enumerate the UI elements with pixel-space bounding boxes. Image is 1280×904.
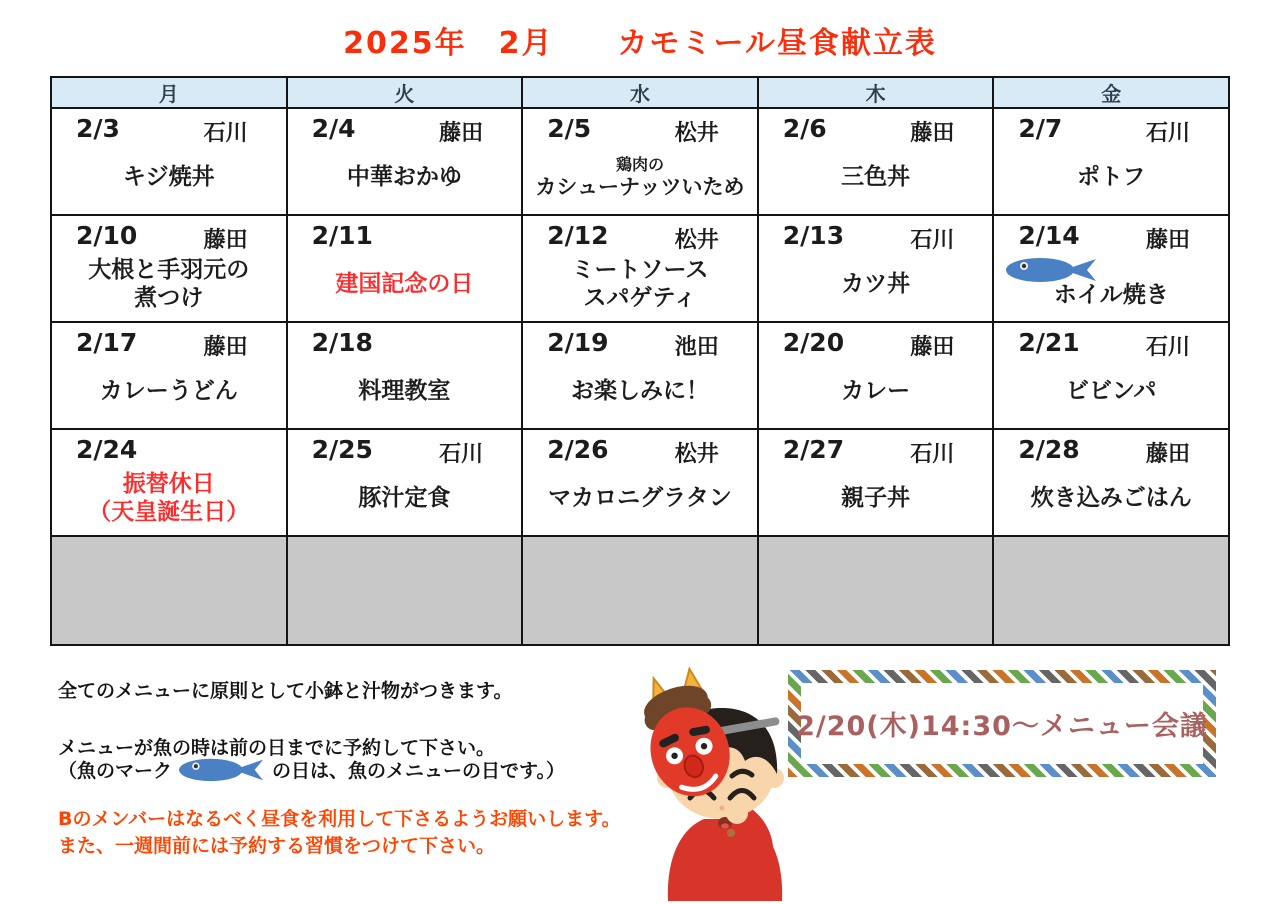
calendar-cell bbox=[758, 215, 994, 322]
note-fish-reservation: メニューが魚の時は前の日までに予約して下さい。 bbox=[58, 737, 496, 759]
cell-staff: 藤田 bbox=[910, 121, 955, 146]
menu-text: お楽しみに！ bbox=[570, 377, 709, 404]
cell-date: 2/17 bbox=[76, 328, 138, 357]
cell-staff: 藤田 bbox=[1145, 442, 1190, 467]
week-row-3 bbox=[51, 322, 1229, 429]
note-fish-mark-suffix: の日は、魚のメニューの日です。） bbox=[272, 759, 565, 782]
holiday-text: 振替休日 （天皇誕生日） bbox=[88, 471, 250, 525]
cell-staff: 石川 bbox=[203, 121, 248, 146]
weekday-header-row bbox=[51, 77, 1229, 108]
calendar-cell bbox=[51, 108, 287, 215]
calendar-cell bbox=[758, 322, 994, 429]
calendar-cell bbox=[993, 429, 1229, 536]
week-row-2 bbox=[51, 215, 1229, 322]
note-fish-mark bbox=[58, 755, 565, 783]
cell-staff: 石川 bbox=[1145, 121, 1190, 146]
cell-staff: 藤田 bbox=[203, 335, 248, 360]
cell-staff: 石川 bbox=[910, 228, 955, 253]
holiday-text: 建国記念の日 bbox=[335, 270, 474, 297]
menu-text: ポトフ bbox=[1077, 163, 1146, 190]
warning-lunch-use: Bのメンバーはなるべく昼食を利用して下さるようお願いします。 bbox=[58, 808, 621, 830]
menu-text: ホイル焼き bbox=[1053, 281, 1169, 308]
weekday-header-thu: 木 bbox=[758, 77, 994, 108]
menu-text: 中華おかゆ bbox=[346, 163, 462, 190]
fish-icon bbox=[176, 755, 268, 783]
cell-staff: 藤田 bbox=[439, 121, 484, 146]
empty-cell bbox=[758, 536, 994, 645]
empty-cell bbox=[522, 536, 758, 645]
cell-date: 2/7 bbox=[1018, 114, 1063, 143]
cell-staff: 松井 bbox=[674, 442, 719, 467]
calendar-cell bbox=[758, 108, 994, 215]
setsubun-boy-illustration bbox=[640, 656, 800, 901]
cell-date: 2/21 bbox=[1018, 328, 1080, 357]
menu-text: 炊き込みごはん bbox=[1030, 484, 1192, 511]
weekday-header-fri: 金 bbox=[993, 77, 1229, 108]
week-row-4 bbox=[51, 429, 1229, 536]
menu-calendar-table bbox=[50, 76, 1230, 646]
note-side-dishes: 全てのメニューに原則として小鉢と汁物がつきます。 bbox=[58, 680, 513, 702]
cell-date: 2/12 bbox=[547, 221, 609, 250]
cell-date: 2/14 bbox=[1018, 221, 1080, 250]
weekday-header-tue: 火 bbox=[287, 77, 523, 108]
menu-text: 三色丼 bbox=[841, 163, 911, 190]
cell-date: 2/10 bbox=[76, 221, 138, 250]
cell-date: 2/11 bbox=[311, 221, 373, 250]
calendar-cell bbox=[758, 429, 994, 536]
cell-staff: 藤田 bbox=[203, 228, 248, 253]
calendar-cell-holiday bbox=[287, 215, 523, 322]
cell-staff: 松井 bbox=[674, 228, 719, 253]
cell-staff: 松井 bbox=[674, 121, 719, 146]
cell-date: 2/5 bbox=[547, 114, 592, 143]
calendar-cell bbox=[287, 322, 523, 429]
calendar-cell bbox=[993, 108, 1229, 215]
menu-text: カレー bbox=[841, 377, 911, 404]
menu-text: カレーうどん bbox=[99, 377, 238, 404]
menu-text: 料理教室 bbox=[358, 377, 451, 404]
calendar-cell bbox=[522, 215, 758, 322]
calendar-cell bbox=[51, 215, 287, 322]
cell-date: 2/19 bbox=[547, 328, 609, 357]
cell-date: 2/27 bbox=[782, 435, 845, 464]
cell-date: 2/25 bbox=[311, 435, 373, 464]
cell-staff: 石川 bbox=[439, 442, 484, 467]
meeting-note-box bbox=[788, 670, 1216, 777]
empty-cell bbox=[287, 536, 523, 645]
calendar-cell bbox=[993, 322, 1229, 429]
calendar-cell bbox=[522, 429, 758, 536]
cell-staff: 石川 bbox=[910, 442, 955, 467]
cell-staff: 池田 bbox=[674, 335, 719, 360]
menu-text: 鶏肉の カシューナッツいため bbox=[535, 154, 745, 199]
cell-staff: 藤田 bbox=[1145, 228, 1190, 253]
calendar-cell bbox=[287, 108, 523, 215]
week-row-1 bbox=[51, 108, 1229, 215]
calendar-cell bbox=[522, 322, 758, 429]
cell-staff: 石川 bbox=[1145, 335, 1190, 360]
cell-date: 2/28 bbox=[1018, 435, 1080, 464]
calendar-cell bbox=[51, 322, 287, 429]
cell-date: 2/4 bbox=[311, 114, 356, 143]
meeting-note-text: 2/20(木)14:30～メニュー会議 bbox=[796, 711, 1208, 742]
menu-text: カツ丼 bbox=[841, 270, 911, 297]
calendar-cell bbox=[287, 429, 523, 536]
cell-date: 2/26 bbox=[547, 435, 609, 464]
weekday-header-mon: 月 bbox=[51, 77, 287, 108]
calendar-cell bbox=[522, 108, 758, 215]
cell-date: 2/20 bbox=[782, 328, 845, 357]
menu-text: ミートソース スパゲティ bbox=[571, 257, 709, 311]
menu-text: ビビンパ bbox=[1065, 377, 1157, 404]
cell-date: 2/18 bbox=[311, 328, 373, 357]
empty-cell bbox=[993, 536, 1229, 645]
cell-staff: 藤田 bbox=[910, 335, 955, 360]
warning-reserve-week-ahead: また、一週間前には予約する習慣をつけて下さい。 bbox=[58, 835, 496, 857]
empty-cell bbox=[51, 536, 287, 645]
cell-date: 2/13 bbox=[782, 221, 845, 250]
cell-date: 2/6 bbox=[782, 114, 827, 143]
menu-text: 大根と手羽元の 煮つけ bbox=[88, 257, 250, 311]
calendar-cell-holiday bbox=[51, 429, 287, 536]
cell-date: 2/3 bbox=[76, 114, 120, 143]
page-title: 2025年 2月 カモミール昼食献立表 bbox=[343, 26, 937, 61]
menu-text: 親子丼 bbox=[841, 484, 911, 511]
menu-text: マカロニグラタン bbox=[548, 484, 732, 511]
note-fish-mark-prefix: （魚のマーク bbox=[58, 759, 173, 782]
menu-text: キジ焼丼 bbox=[122, 163, 215, 190]
cell-date: 2/24 bbox=[76, 435, 138, 464]
calendar-cell-fish-day bbox=[993, 215, 1229, 322]
meeting-note-box-inner bbox=[796, 683, 1208, 764]
weekday-header-wed: 水 bbox=[522, 77, 758, 108]
menu-text: 豚汁定食 bbox=[358, 484, 451, 511]
empty-week-row bbox=[51, 536, 1229, 645]
